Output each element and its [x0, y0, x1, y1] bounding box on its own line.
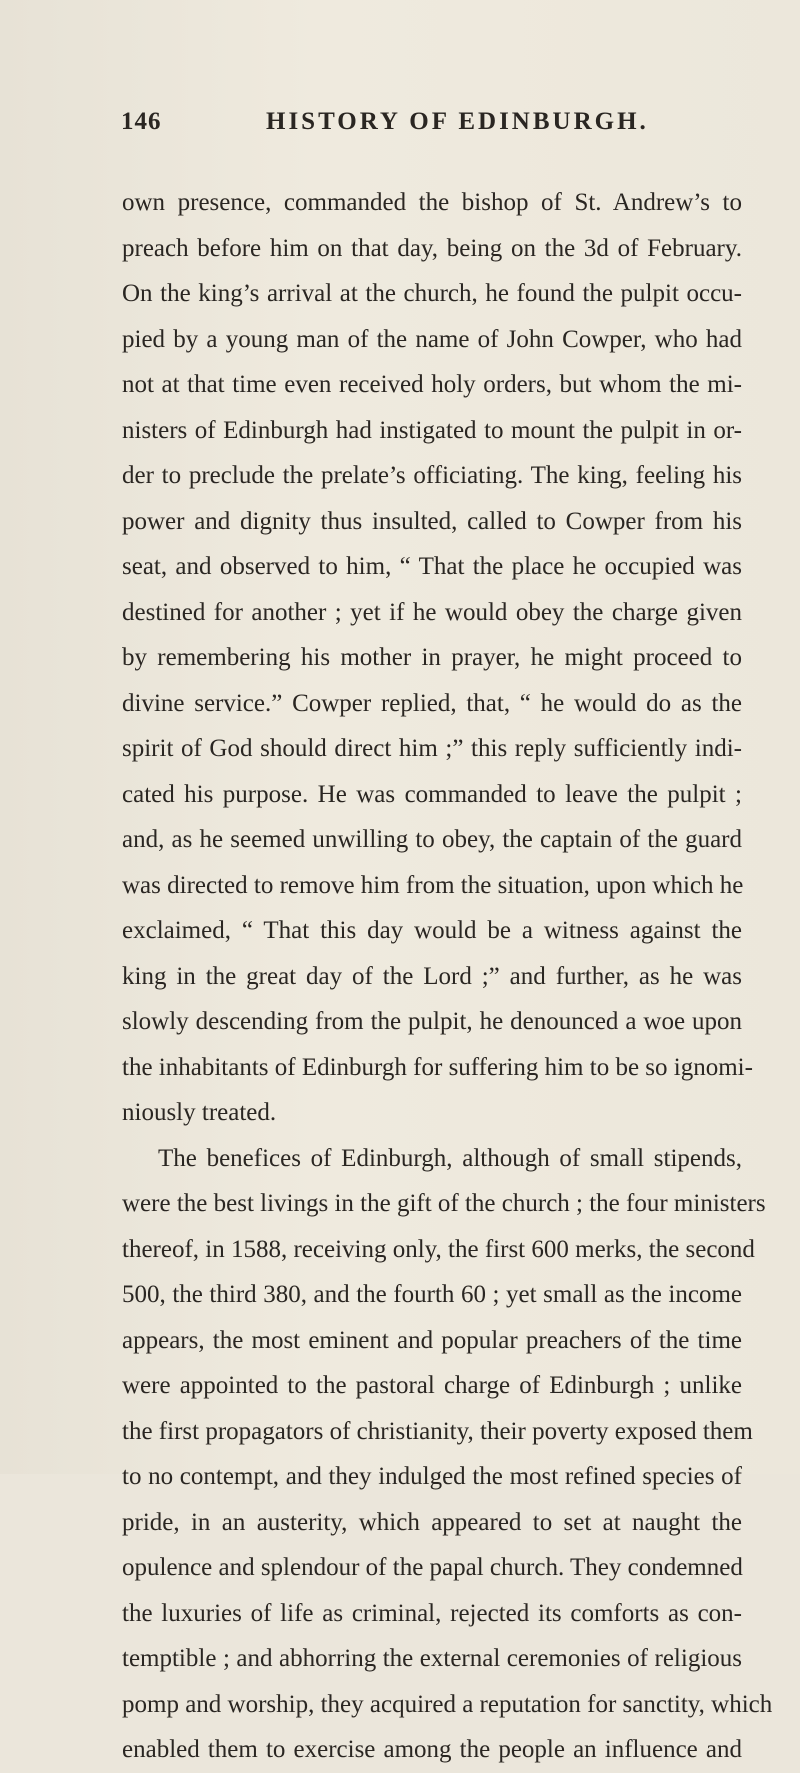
text-line: power and dignity thus insulted, called to Cowper from his	[122, 507, 742, 535]
text-line: nisters of Edinburgh had instigated to mount the pulpit in or-	[122, 416, 742, 444]
text-line: were the best livings in the gift of the church ; the four ministers	[122, 1190, 766, 1217]
text-line: divine service.” Cowper replied, that, “ he would do as the	[122, 689, 742, 717]
text-line: der to preclude the prelate’s officiating. The king, feeling his	[122, 462, 742, 489]
text-line: 500, the third 380, and the fourth 60 ; yet small as the income	[122, 1281, 742, 1308]
text-line: by remembering his mother in prayer, he might proceed to	[122, 644, 742, 671]
text-line: opulence and splendour of the papal church. They condemned	[122, 1554, 743, 1581]
text-line: pied by a young man of the name of John Cowper, who had	[122, 325, 742, 353]
body-text	[122, 180, 773, 1773]
text-line: temptible ; and abhorring the external ceremonies of religious	[122, 1645, 742, 1672]
text-line: cated his purpose. He was commanded to leave the pulpit ;	[122, 780, 742, 808]
paragraph-end-line: niously treated.	[122, 1099, 277, 1126]
text-line: were appointed to the pastoral charge of Edinburgh ; unlike	[122, 1372, 742, 1399]
text-line: the first propagators of christianity, their poverty exposed them	[122, 1417, 753, 1445]
text-line: own presence, commanded the bishop of St. Andrew’s to	[122, 189, 742, 216]
text-line: spirit of God should direct him ;” this reply sufficiently indi-	[122, 735, 742, 762]
text-line: seat, and observed to him, “ That the place he occupied was	[122, 553, 742, 580]
text-line: pomp and worship, they acquired a reputation for sanctity, which	[122, 1690, 773, 1718]
text-line: preach before him on that day, being on the 3d of February.	[122, 234, 742, 262]
text-line: king in the great day of the Lord ;” and further, as he was	[122, 962, 742, 990]
text-line: not at that time even received holy orders, but whom the mi-	[122, 371, 742, 398]
text-line: slowly descending from the pulpit, he denounced a woe upon	[122, 1008, 742, 1035]
running-head	[121, 102, 741, 142]
text-line: thereof, in 1588, receiving only, the first 600 merks, the second	[122, 1235, 755, 1263]
text-line: to no contempt, and they indulged the most refined species of	[122, 1463, 742, 1490]
text-line: On the king’s arrival at the church, he found the pulpit occu-	[122, 280, 742, 307]
text-line: and, as he seemed unwilling to obey, the captain of the guard	[122, 826, 742, 853]
paragraph-start-line: The benefices of Edinburgh, although of small stipends,	[158, 1144, 742, 1172]
page-number: 146	[121, 108, 162, 135]
text-line: destined for another ; yet if he would obey the charge given	[122, 598, 742, 626]
text-line: the luxuries of life as criminal, rejected its comforts as con-	[122, 1599, 742, 1627]
text-line: was directed to remove him from the situation, upon which he	[122, 871, 744, 899]
text-line: appears, the most eminent and popular preachers of the time	[122, 1326, 742, 1354]
text-line: exclaimed, “ That this day would be a witness against the	[122, 917, 742, 944]
text-line: the inhabitants of Edinburgh for suffering him to be so ignomi-	[122, 1053, 753, 1081]
text-line: pride, in an austerity, which appeared to set at naught the	[122, 1508, 742, 1536]
running-title: HISTORY OF EDINBURGH.	[266, 108, 649, 135]
text-line: enabled them to exercise among the people an influence and	[122, 1736, 742, 1763]
